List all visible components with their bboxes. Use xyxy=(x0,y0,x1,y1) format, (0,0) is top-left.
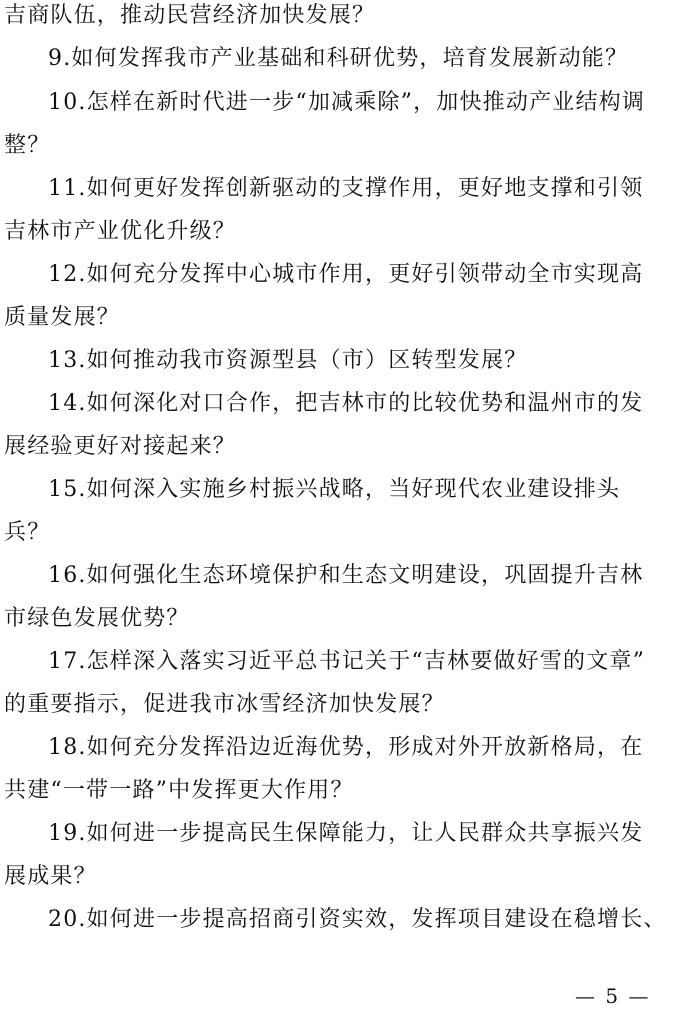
text-line: 14.如何深化对口合作，把吉林市的比较优势和温州市的发 xyxy=(48,391,644,416)
text-line: 18.如何充分发挥沿边近海优势，形成对外开放新格局，在 xyxy=(48,735,644,760)
text-line: 共建“一带一路”中发挥更大作用？ xyxy=(4,778,354,803)
text-line: 17.怎样深入落实习近平总书记关于“吉林要做好雪的文章” xyxy=(48,649,646,674)
text-line: 兵？ xyxy=(4,520,51,545)
text-line: 市绿色发展优势？ xyxy=(4,606,190,631)
text-line: 10.怎样在新时代进一步“加减乘除”，加快推动产业结构调 xyxy=(48,90,646,115)
text-line: 吉林市产业优化升级？ xyxy=(4,219,237,244)
text-line: 整？ xyxy=(4,133,51,158)
text-line: 19.如何进一步提高民生保障能力，让人民群众共享振兴发 xyxy=(48,821,644,846)
text-line: 16.如何强化生态环境保护和生态文明建设，巩固提升吉林 xyxy=(48,563,644,588)
text-line: 质量发展？ xyxy=(4,305,121,330)
text-line: 11.如何更好发挥创新驱动的支撑作用，更好地支撑和引领 xyxy=(48,176,644,201)
text-line: 13.如何推动我市资源型县（市）区转型发展？ xyxy=(48,348,528,373)
page-number: — 5 — xyxy=(575,984,651,1008)
text-line: 展经验更好对接起来？ xyxy=(4,434,237,459)
text-line: 15.如何深入实施乡村振兴战略，当好现代农业建设排头 xyxy=(48,477,621,502)
text-line: 展成果？ xyxy=(4,864,97,889)
text-line: 9.如何发挥我市产业基础和科研优势，培育发展新动能？ xyxy=(48,46,629,71)
text-line: 12.如何充分发挥中心城市作用，更好引领带动全市实现高 xyxy=(48,262,644,287)
text-line: 吉商队伍，推动民营经济加快发展？ xyxy=(4,3,376,28)
text-line: 的重要指示，促进我市冰雪经济加快发展？ xyxy=(4,692,445,717)
text-line: 20.如何进一步提高招商引资实效，发挥项目建设在稳增长、 xyxy=(48,907,667,932)
